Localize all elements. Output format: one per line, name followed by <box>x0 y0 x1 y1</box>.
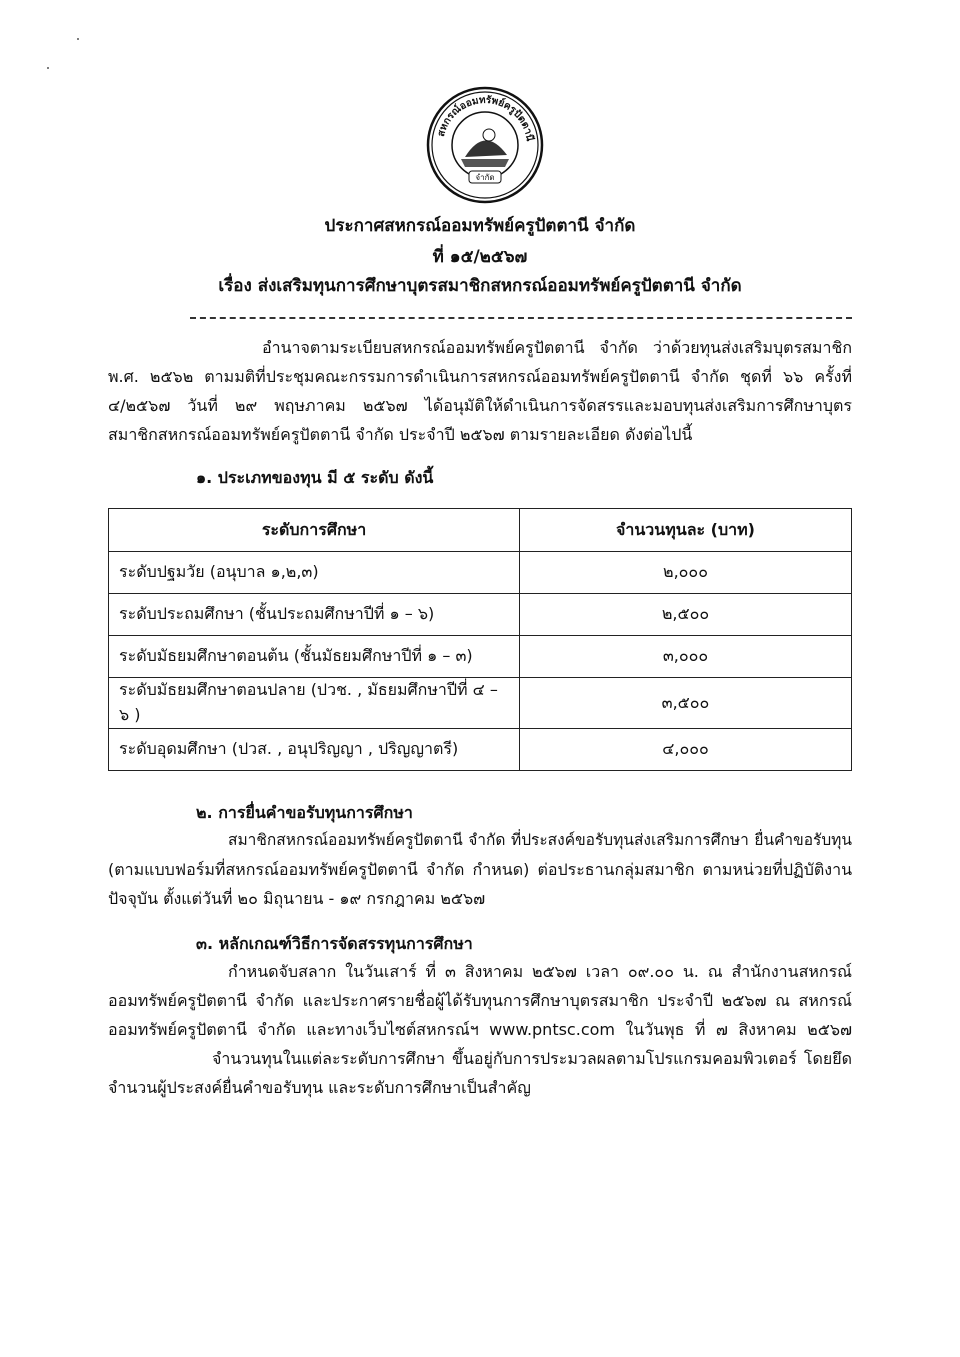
section-3-line: ออมทรัพย์ครูปัตตานี จำกัด และประกาศรายชื่อผู้ได้รับทุนการศึกษาบุตรสมาชิก ประจำปี ๒๕๖๗ ณ สหกรณ์ <box>108 991 852 1010</box>
table-row <box>109 552 852 594</box>
education-level-cell: ระดับปฐมวัย (อนุบาล ๑,๒,๓) <box>109 552 520 594</box>
announcement-subject: เรื่อง ส่งเสริมทุนการศึกษาบุตรสมาชิกสหกรณ์ออมทรัพย์ครูปัตตานี จำกัด <box>218 276 742 296</box>
section-2-line: (ตามแบบฟอร์มที่สหกรณ์ออมทรัพย์ครูปัตตานี จำกัด กำหนด) ต่อประธานกลุ่มสมาชิก ตามหน่วยที่ปฏิบัติงาน <box>108 860 852 879</box>
section-2-line: สมาชิกสหกรณ์ออมทรัพย์ครูปัตตานี จำกัด ที่ประสงค์ขอรับทุนส่งเสริมการศึกษา ยื่นคำขอรับทุน <box>228 831 852 849</box>
intro-line: ๔/๒๕๖๗ วันที่ ๒๙ พฤษภาคม ๒๕๖๗ ได้อนุมัติให้ดำเนินการจัดสรรและมอบทุนส่งเสริมการศึกษาบุตร <box>108 396 852 415</box>
column-header-level: ระดับการศึกษา <box>109 509 520 552</box>
section-2-line: ปัจจุบัน ตั้งแต่วันที่ ๒๐ มิถุนายน - ๑๙ กรกฎาคม ๒๕๖๗ <box>108 889 486 908</box>
intro-line: สมาชิกสหกรณ์ออมทรัพย์ครูปัตตานี จำกัด ประจำปี ๒๕๖๗ ตามรายละเอียด ดังต่อไปนี้ <box>108 425 693 444</box>
section-3-line: จำนวนผู้ประสงค์ยื่นคำขอรับทุน และระดับการศึกษาเป็นสำคัญ <box>108 1078 531 1097</box>
seal-emblem-icon <box>465 140 507 157</box>
table-row <box>109 594 852 636</box>
section-3-line: กำหนดจับสลาก ในวันเสาร์ ที่ ๓ สิงหาคม ๒๕๖๗ เวลา ๐๙.๐๐ น. ณ สำนักงานสหกรณ์ <box>228 962 852 981</box>
education-level-cell: ระดับประถมศึกษา (ชั้นประถมศึกษาปีที่ ๑ – ๖) <box>109 594 520 636</box>
section-2-heading: ๒. การยื่นคำขอรับทุนการศึกษา <box>196 803 413 822</box>
table-row <box>109 636 852 678</box>
section-1-heading: ๑. ประเภทของทุน มี ๕ ระดับ ดังนี้ <box>196 468 434 487</box>
scholarship-table <box>108 508 852 771</box>
table-row <box>109 729 852 771</box>
scan-speck <box>77 38 79 40</box>
seal-bottom-text: จำกัด <box>475 173 495 182</box>
announcement-title: ประกาศสหกรณ์ออมทรัพย์ครูปัตตานี จำกัด <box>324 216 636 236</box>
table-row <box>109 678 852 729</box>
table-header-row <box>109 509 852 552</box>
education-level-cell: ระดับมัธยมศึกษาตอนต้น (ชั้นมัธยมศึกษาปีที่ ๑ – ๓) <box>109 636 520 678</box>
scan-speck <box>47 67 49 69</box>
amount-cell: ๒,๐๐๐ <box>520 552 852 594</box>
section-3-line: ออมทรัพย์ครูปัตตานี จำกัด และทางเว็บไซต์สหกรณ์ฯ www.pntsc.com ในวันพุธ ที่ ๗ สิงหาคม ๒๕๖๗ <box>108 1020 852 1039</box>
amount-cell: ๓,๕๐๐ <box>520 678 852 729</box>
intro-line: อำนาจตามระเบียบสหกรณ์ออมทรัพย์ครูปัตตานี จำกัด ว่าด้วยทุนส่งเสริมบุตรสมาชิก <box>262 338 852 357</box>
education-level-cell: ระดับมัธยมศึกษาตอนปลาย (ปวช. , มัธยมศึกษาปีที่ ๔ – ๖ ) <box>109 678 520 729</box>
announcement-number: ที่ ๑๕/๒๕๖๗ <box>432 247 528 267</box>
header-divider <box>190 317 852 319</box>
column-header-amount: จำนวนทุนละ (บาท) <box>520 509 852 552</box>
amount-cell: ๔,๐๐๐ <box>520 729 852 771</box>
section-3-line: จำนวนทุนในแต่ละระดับการศึกษา ขึ้นอยู่กับการประมวลผลตามโปรแกรมคอมพิวเตอร์ โดยยึด <box>212 1049 852 1068</box>
education-level-cell: ระดับอุดมศึกษา (ปวส. , อนุปริญญา , ปริญญาตรี) <box>109 729 520 771</box>
intro-line: พ.ศ. ๒๕๖๒ ตามมติที่ประชุมคณะกรรมการดำเนินการสหกรณ์ออมทรัพย์ครูปัตตานี จำกัด ชุดที่ ๖๖ ครั้งที่ <box>108 367 852 386</box>
amount-cell: ๒,๕๐๐ <box>520 594 852 636</box>
cooperative-seal-logo <box>425 85 545 205</box>
seal-ring-text: สหกรณ์ออมทรัพย์ครูปัตตานี <box>435 94 535 143</box>
amount-cell: ๓,๐๐๐ <box>520 636 852 678</box>
section-3-heading: ๓. หลักเกณฑ์วิธีการจัดสรรทุนการศึกษา <box>196 934 473 953</box>
